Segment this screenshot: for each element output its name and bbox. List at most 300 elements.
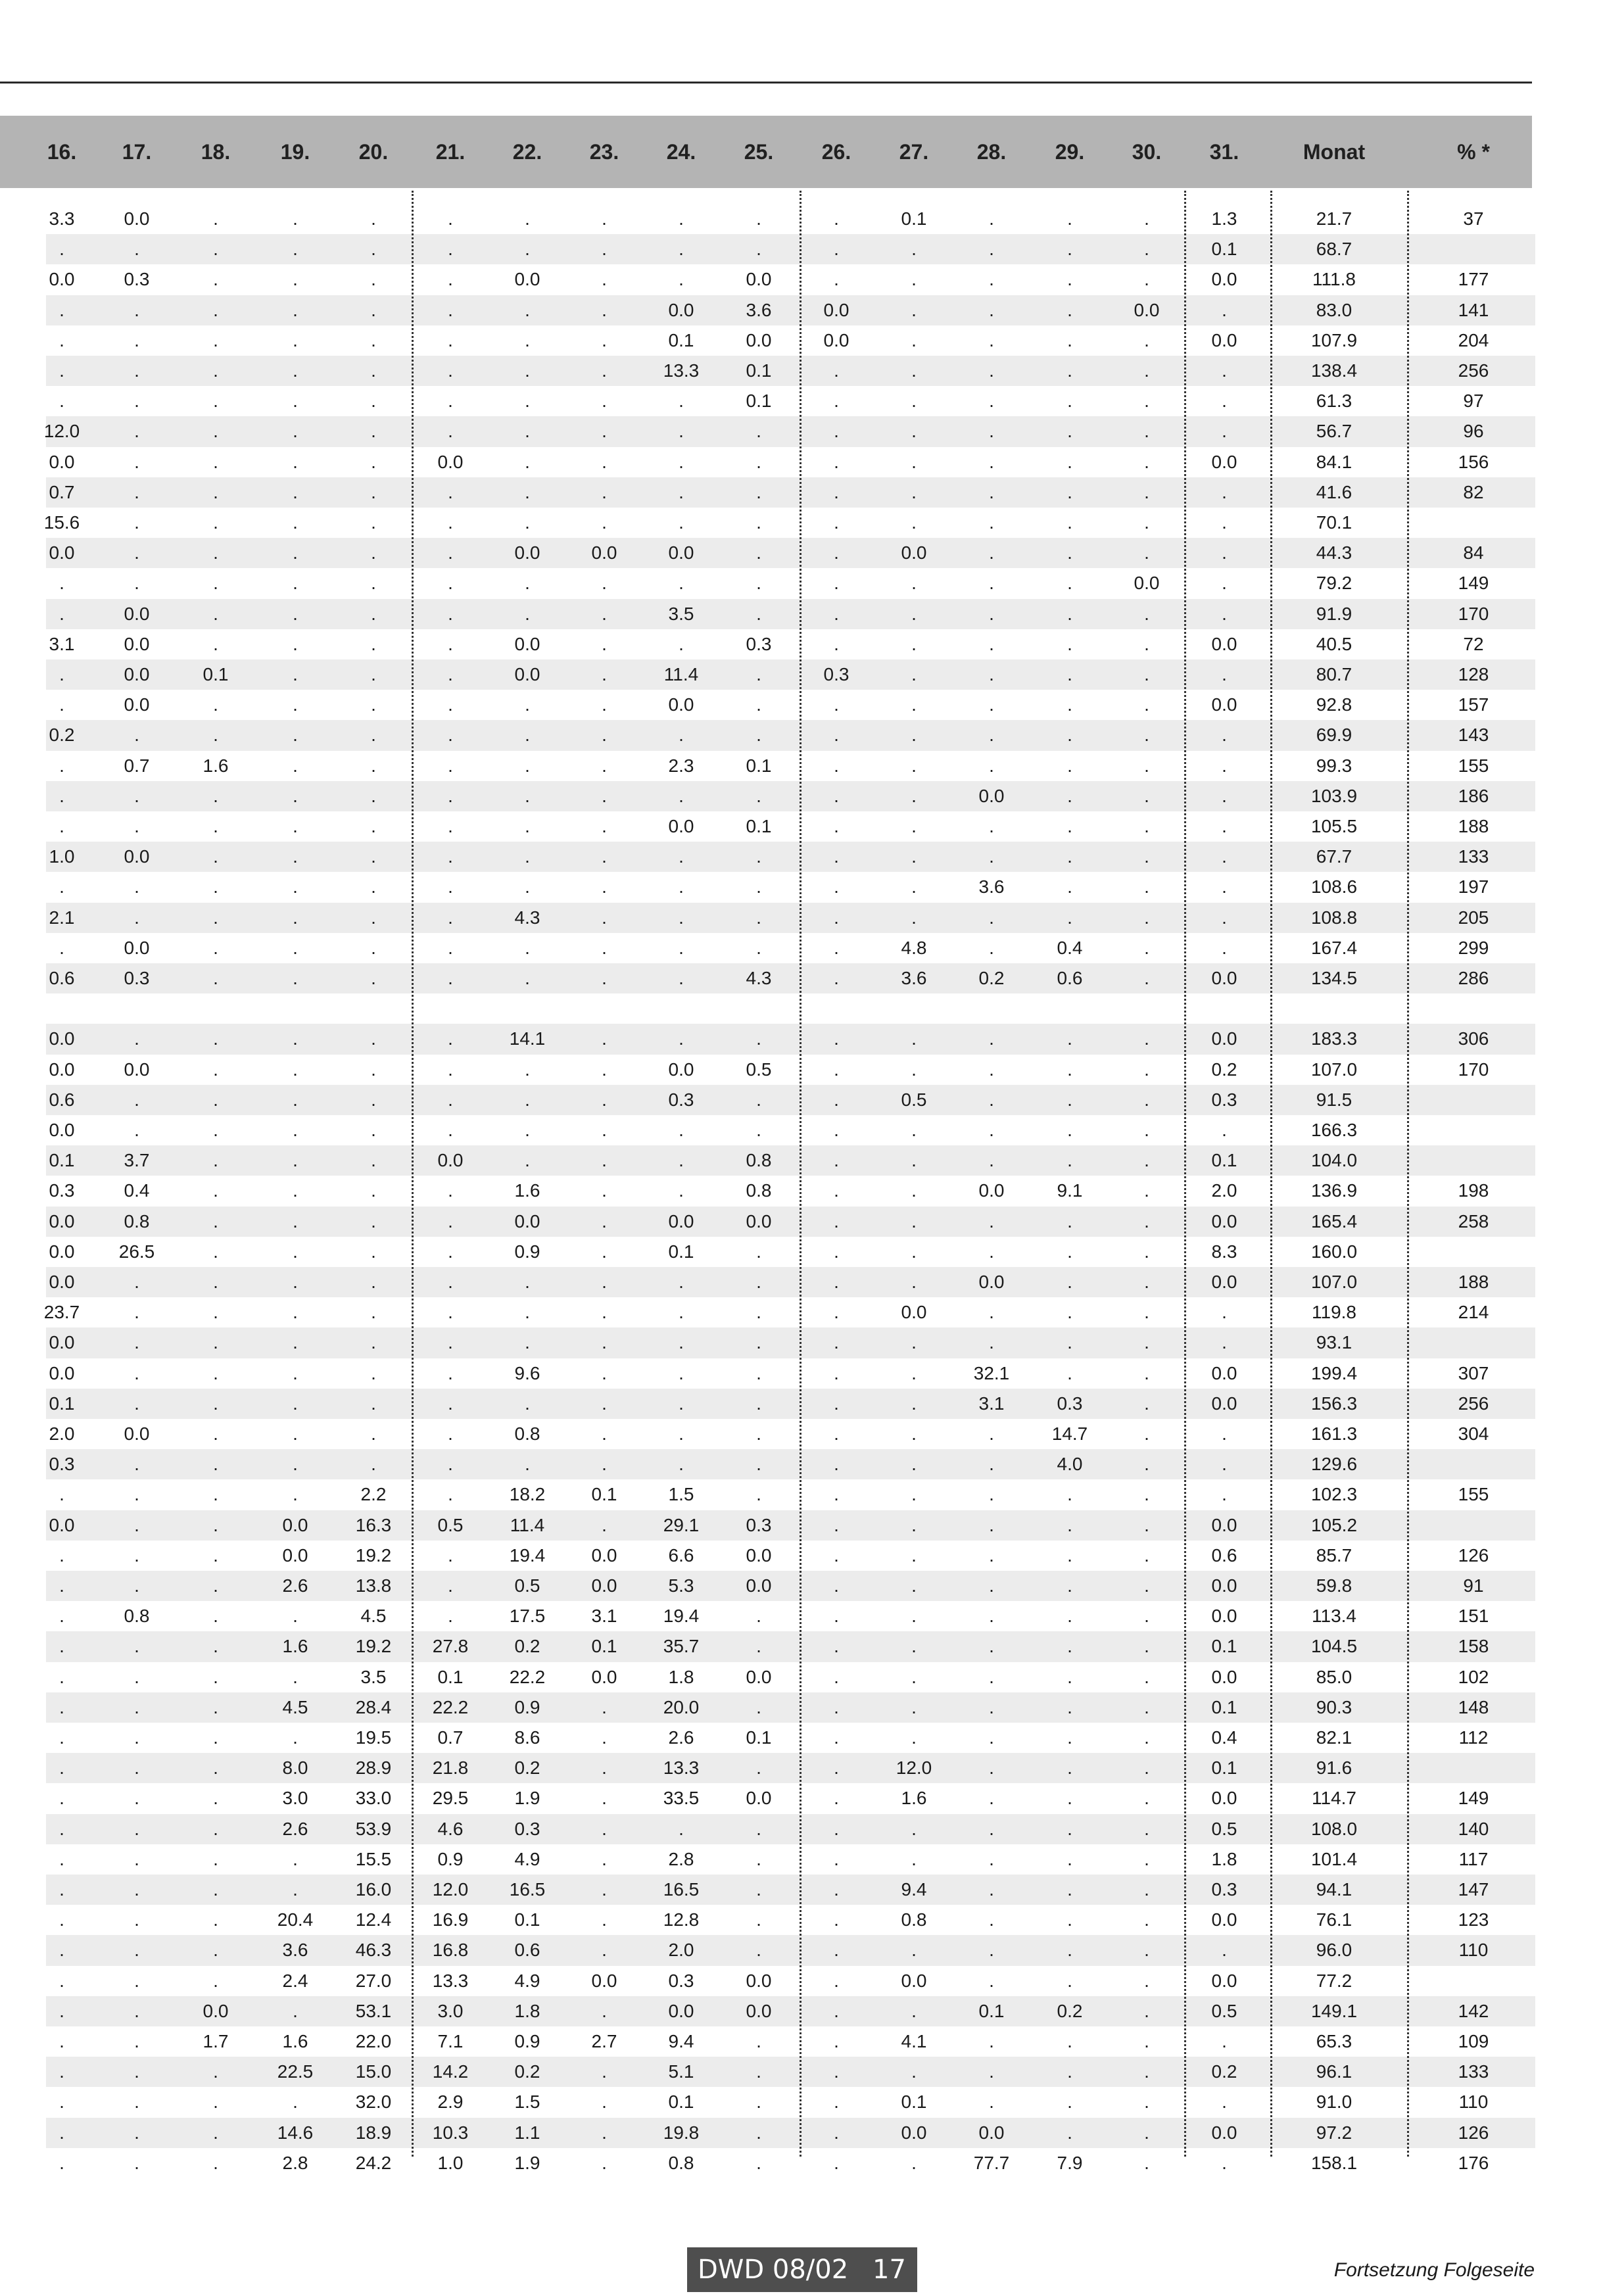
table-cell: . [448,1544,453,1566]
table-cell: 85.7 [1316,1544,1352,1566]
table-cell: 142 [1458,2000,1489,2021]
table-cell: . [911,1666,917,1687]
table-cell: . [213,1028,218,1049]
table-cell: . [448,1332,453,1353]
table-cell: . [525,1454,530,1475]
table-cell: . [59,2000,64,2021]
table-cell: . [134,1544,139,1566]
table-cell: 0.0 [746,2000,772,2021]
table-cell: . [293,2092,298,2113]
table-cell: . [602,1696,607,1717]
table-cell: . [448,1302,453,1323]
table-cell: . [213,1120,218,1140]
table-cell: 0.7 [124,755,150,776]
table-cell: . [834,1332,839,1353]
table-cell: . [525,208,530,229]
table-cell: . [1144,2000,1149,2021]
table-cell: . [59,1970,64,1991]
table-cell: 67.7 [1316,846,1352,867]
table-cell: . [911,1848,917,1869]
table-cell: 3.6 [978,876,1005,897]
table-cell: . [371,755,376,776]
table-cell: . [911,603,917,624]
table-cell: 3.1 [591,1606,617,1627]
table-cell: . [525,360,530,381]
table-cell: . [1067,755,1072,776]
table-cell: 96 [1463,421,1484,442]
table-cell: . [213,968,218,988]
table-row [46,842,1535,872]
table-cell: . [59,360,64,381]
table-cell: 299 [1458,937,1489,958]
table-cell: . [371,876,376,897]
table-cell: . [989,1848,994,1869]
table-cell: . [1067,1332,1072,1353]
table-cell: . [448,1454,453,1475]
table-cell: . [134,1727,139,1748]
table-cell: . [679,1272,684,1292]
table-cell: . [525,1120,530,1140]
table-cell: . [448,694,453,715]
table-cell: 44.3 [1316,542,1352,563]
table-cell: 0.8 [901,1909,927,1930]
table-cell: . [679,1120,684,1140]
table-cell: 0.0 [437,451,464,472]
table-cell: . [213,633,218,654]
table-cell: . [1144,1210,1149,1232]
table-cell: . [989,1302,994,1323]
table-cell: . [1067,1028,1072,1049]
table-cell: 149 [1458,573,1489,594]
table-cell: 11.4 [510,1514,545,1535]
table-cell: . [602,573,607,594]
table-cell: . [756,239,761,260]
table-cell: . [1222,937,1227,958]
table-cell: . [911,1575,917,1596]
table-cell: . [448,239,453,260]
table-cell: . [371,360,376,381]
table-cell: . [756,603,761,624]
table-cell: . [213,1758,218,1779]
table-cell: . [834,1544,839,1566]
table-cell: . [1067,1241,1072,1262]
table-cell: 108.6 [1310,876,1358,897]
table-cell: . [989,329,994,350]
table-cell: . [1144,1848,1149,1869]
table-cell: . [1144,937,1149,958]
table-cell: . [756,573,761,594]
table-cell: 1.6 [282,1636,308,1657]
table-row [46,659,1535,690]
table-cell: . [213,1332,218,1353]
table-cell: . [448,664,453,684]
table-cell: . [834,1879,839,1900]
table-cell: . [448,846,453,867]
table-cell: 0.0 [746,1544,772,1566]
table-cell: . [1067,1940,1072,1961]
table-cell: . [1067,907,1072,928]
table-cell: . [834,1423,839,1444]
table-cell: . [989,542,994,563]
table-cell: 0.1 [668,2092,694,2113]
table-cell: . [371,846,376,867]
table-cell: 0.2 [49,725,75,746]
table-cell: . [911,846,917,867]
table-cell: 108.0 [1310,1818,1358,1839]
table-cell: . [679,391,684,412]
table-cell: . [834,633,839,654]
table-cell: . [834,512,839,533]
table-cell: 0.1 [591,1484,617,1505]
table-cell: . [134,1818,139,1839]
table-cell: . [1067,1758,1072,1779]
table-cell: . [59,755,64,776]
table-cell: 33.5 [663,1788,700,1809]
table-cell: . [293,451,298,472]
table-cell: . [134,1028,139,1049]
table-cell: . [679,1362,684,1383]
table-cell: 68.7 [1316,239,1352,260]
table-cell: . [1144,2061,1149,2082]
table-cell: 0.0 [1211,1909,1237,1930]
table-row [46,2057,1535,2087]
table-cell: . [1144,1544,1149,1566]
table-cell: 2.3 [668,755,694,776]
table-cell: 0.0 [49,1028,75,1049]
table-cell: . [134,907,139,928]
table-cell: 20.4 [277,1909,314,1930]
table-cell: 0.6 [49,968,75,988]
continuation-note: Fortsetzung Folgeseite [1333,2259,1535,2281]
table-cell: . [911,664,917,684]
table-cell: . [602,968,607,988]
table-cell: 0.0 [668,694,694,715]
table-cell: . [1144,329,1149,350]
table-cell: 3.1 [978,1393,1005,1414]
table-cell: 13.8 [355,1575,392,1596]
table-cell: . [213,1909,218,1930]
table-cell: . [911,694,917,715]
table-cell: . [834,876,839,897]
table-cell: . [59,1818,64,1839]
table-cell: . [1144,785,1149,806]
table-cell: . [989,421,994,442]
table-cell: . [834,1727,839,1748]
table-cell: . [1144,1970,1149,1991]
table-cell: 0.6 [49,1089,75,1110]
table-cell: . [1067,816,1072,836]
table-cell: 0.3 [746,1514,772,1535]
table-cell: 0.7 [437,1727,464,1748]
table-cell: . [134,1696,139,1717]
table-cell: . [989,755,994,776]
table-cell: 0.0 [1211,1514,1237,1535]
table-cell: . [213,360,218,381]
table-cell: 77.7 [973,2152,1010,2173]
table-cell: 0.0 [1211,1028,1237,1049]
table-cell: . [293,360,298,381]
table-cell: . [756,907,761,928]
table-cell: 148 [1458,1696,1489,1717]
table-cell: 0.1 [1211,1636,1237,1657]
table-cell: 0.2 [978,968,1005,988]
column-header: 20. [358,140,389,164]
column-header: 24. [666,140,696,164]
table-cell: . [1067,1210,1072,1232]
table-cell: . [1144,1788,1149,1809]
table-cell: 0.0 [282,1514,308,1535]
table-cell: . [1144,1028,1149,1049]
table-cell: 0.1 [746,755,772,776]
table-cell: . [989,816,994,836]
table-cell: 0.9 [514,2031,540,2051]
table-cell: 102 [1458,1666,1489,1687]
table-cell: 0.0 [668,1210,694,1232]
table-cell: 123 [1458,1909,1489,1930]
table-cell: . [911,1484,917,1505]
table-cell: . [1222,299,1227,320]
table-cell: . [756,725,761,746]
table-cell: 2.0 [1211,1180,1237,1201]
table-cell: 0.0 [591,1544,617,1566]
table-cell: . [834,391,839,412]
table-cell: 33.0 [355,1788,392,1809]
table-cell: . [679,208,684,229]
table-cell: . [293,755,298,776]
table-cell: 26.5 [118,1241,155,1262]
table-cell: . [911,1544,917,1566]
table-cell: 0.1 [203,664,229,684]
table-row [46,386,1535,416]
table-cell: 141 [1458,299,1489,320]
table-cell: . [911,2061,917,2082]
table-cell: . [213,2061,218,2082]
table-cell: 0.1 [1211,1758,1237,1779]
table-cell: 3.6 [282,1940,308,1961]
table-cell: 0.4 [1057,937,1083,958]
table-row [46,1753,1535,1783]
table-cell: . [1067,1666,1072,1687]
table-cell: . [602,1818,607,1839]
table-cell: . [134,2031,139,2051]
table-cell: . [448,1575,453,1596]
table-cell: . [293,239,298,260]
table-cell: . [134,2092,139,2113]
table-cell: . [679,451,684,472]
table-cell: 307 [1458,1362,1489,1383]
table-cell: . [756,1940,761,1961]
table-cell: 104.5 [1310,1636,1358,1657]
table-cell: 111.8 [1312,269,1356,290]
table-cell: 21.8 [432,1758,469,1779]
table-cell: . [293,2000,298,2021]
table-cell: 0.1 [668,329,694,350]
table-cell: 0.0 [514,664,540,684]
table-cell: 1.6 [282,2031,308,2051]
table-cell: . [756,1362,761,1383]
table-cell: . [213,816,218,836]
table-cell: . [602,785,607,806]
table-cell: 0.0 [124,1059,150,1080]
table-cell: 0.0 [1211,633,1237,654]
publication-badge [687,2247,917,2292]
table-cell: . [134,239,139,260]
table-cell: . [59,239,64,260]
table-cell: . [525,755,530,776]
table-cell: 15.6 [43,512,80,533]
column-divider [1184,191,1186,2157]
table-cell: 0.0 [746,1666,772,1687]
table-cell: . [448,937,453,958]
table-row [46,1875,1535,1905]
table-cell: 170 [1458,603,1489,624]
table-cell: 0.0 [1211,329,1237,350]
table-cell: . [1222,664,1227,684]
table-cell: 12.0 [896,1758,932,1779]
table-cell: 40.5 [1316,633,1352,654]
table-cell: . [59,876,64,897]
top-rule [0,82,1532,84]
table-cell: 0.0 [1211,694,1237,715]
table-cell: . [1067,876,1072,897]
table-cell: . [911,1028,917,1049]
table-cell: 77.2 [1316,1970,1352,1991]
table-cell: . [1067,2122,1072,2143]
table-cell: . [602,1514,607,1535]
table-row [46,538,1535,568]
table-cell: 0.0 [668,816,694,836]
table-cell: . [989,937,994,958]
table-cell: 134.5 [1310,968,1358,988]
table-cell: . [59,1788,64,1809]
table-cell: . [989,1666,994,1687]
table-cell: 186 [1458,785,1489,806]
table-cell: . [834,1210,839,1232]
table-cell: 0.1 [1211,1150,1237,1171]
table-cell: . [525,512,530,533]
table-cell: . [213,421,218,442]
table-cell: . [448,1484,453,1505]
table-cell: . [911,1454,917,1475]
table-cell: . [1222,2152,1227,2173]
table-cell: . [1067,725,1072,746]
table-cell: . [989,208,994,229]
table-cell: 18.2 [509,1484,546,1505]
table-cell: . [911,907,917,928]
table-cell: . [911,725,917,746]
table-cell: . [602,1362,607,1383]
table-cell: 0.0 [591,542,617,563]
table-cell: 0.0 [823,329,849,350]
table-cell: 1.5 [514,2092,540,2113]
table-cell: . [911,816,917,836]
table-cell: . [213,391,218,412]
table-cell: . [525,391,530,412]
table-cell: 0.6 [514,1940,540,1961]
table-cell: 13.3 [663,360,700,381]
table-cell: . [911,1241,917,1262]
table-cell: . [293,329,298,350]
table-cell: . [679,1393,684,1414]
table-cell: . [1067,1089,1072,1110]
table-cell: . [448,1210,453,1232]
table-cell: . [371,269,376,290]
table-cell: 3.5 [360,1666,387,1687]
table-cell: . [1067,1606,1072,1627]
table-cell: 0.0 [746,1970,772,1991]
table-cell: . [989,1423,994,1444]
table-cell: . [134,1514,139,1535]
column-divider [412,191,414,2157]
table-cell: 0.0 [901,1302,927,1323]
table-cell: . [989,239,994,260]
table-cell: 102.3 [1310,1484,1358,1505]
table-cell: . [213,846,218,867]
table-cell: . [679,1302,684,1323]
table-cell: 0.5 [514,1575,540,1596]
column-divider [1270,191,1272,2157]
table-cell: . [602,846,607,867]
table-cell: 126 [1458,1544,1489,1566]
table-cell: . [525,421,530,442]
table-cell: . [371,421,376,442]
table-cell: . [1144,481,1149,502]
table-cell: 177 [1458,269,1489,290]
table-cell: . [448,876,453,897]
table-cell: 0.1 [1211,239,1237,260]
table-cell: . [213,512,218,533]
table-cell: . [293,876,298,897]
table-cell: . [911,329,917,350]
table-cell: 0.1 [746,391,772,412]
table-cell: . [756,1089,761,1110]
table-cell: . [293,1879,298,1900]
table-cell: 3.6 [901,968,927,988]
table-cell: . [989,1940,994,1961]
table-cell: . [293,1059,298,1080]
table-cell: . [59,1696,64,1717]
table-cell: 9.6 [514,1362,540,1383]
table-cell: . [602,329,607,350]
table-cell: . [1067,1575,1072,1596]
table-cell: . [989,1120,994,1140]
column-header: 25. [744,140,774,164]
table-cell: 12.0 [43,421,80,442]
table-cell: . [989,725,994,746]
table-cell: 0.2 [514,2061,540,2082]
table-cell: 0.8 [746,1150,772,1171]
table-cell: 158 [1458,1636,1489,1657]
table-cell: 108.8 [1310,907,1358,928]
table-cell: . [371,664,376,684]
table-cell: 16.9 [432,1909,469,1930]
table-cell: . [679,512,684,533]
table-cell: 32.0 [355,2092,392,2113]
table-cell: . [134,299,139,320]
table-cell: 0.7 [49,481,75,502]
table-cell: . [525,329,530,350]
table-cell: . [134,1302,139,1323]
table-cell: 82.1 [1316,1727,1352,1748]
column-header: % * [1457,140,1490,164]
table-cell: 29.1 [663,1514,700,1535]
table-cell: . [1067,1636,1072,1657]
table-cell: 0.2 [514,1758,540,1779]
table-cell: . [1222,1940,1227,1961]
table-cell: . [293,1028,298,1049]
table-cell: . [756,1909,761,1930]
table-cell: . [293,542,298,563]
